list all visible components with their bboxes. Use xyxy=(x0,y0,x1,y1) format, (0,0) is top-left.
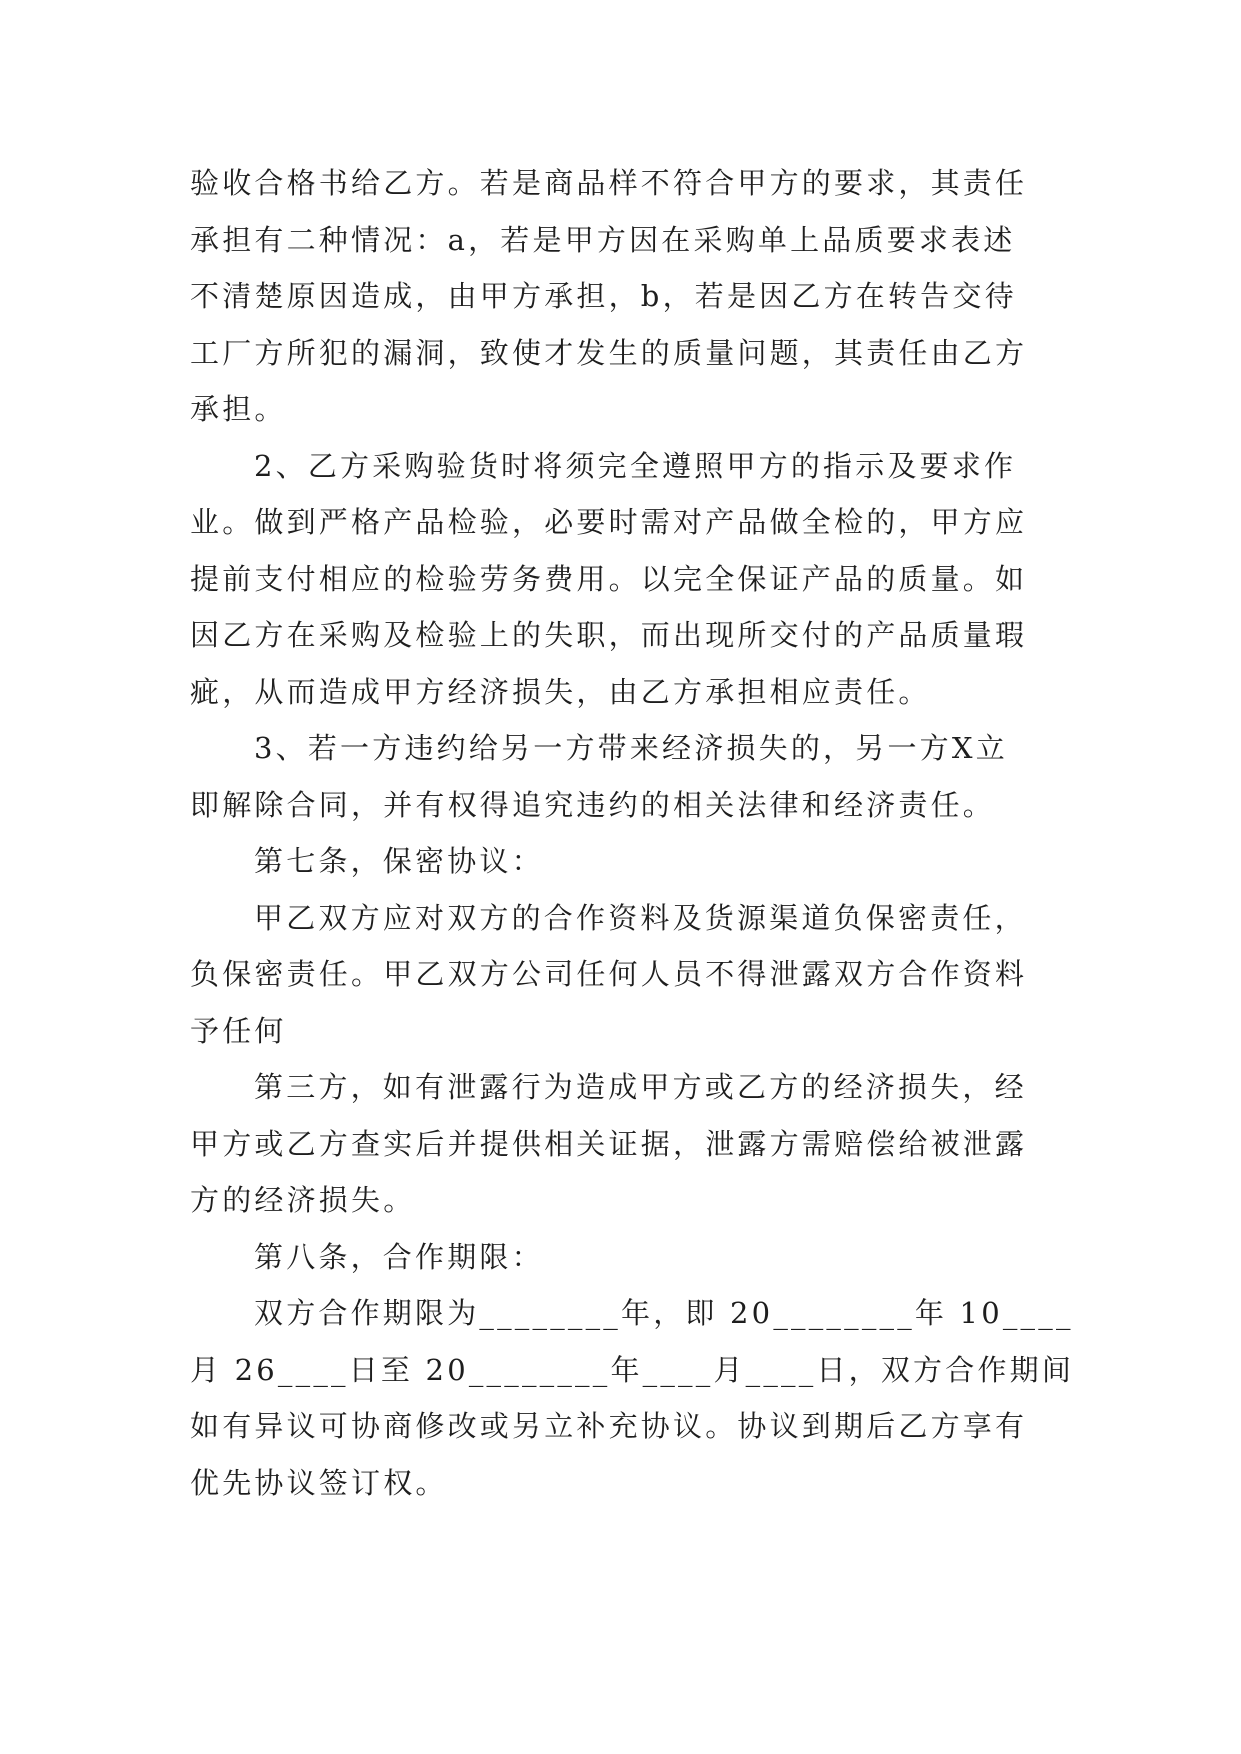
text-line: 验收合格书给乙方。若是商品样不符合甲方的要求，其责任 xyxy=(190,166,1028,200)
text-line: 方的经济损失。 xyxy=(190,1183,416,1217)
text-line: 提前支付相应的检验劳务费用。以完全保证产品的质量。如 xyxy=(190,561,1028,596)
text-line: 甲方或乙方查实后并提供相关证据，泄露方需赔偿给被泄露 xyxy=(190,1126,1028,1161)
text-line: 业。做到严格产品检验，必要时需对产品做全检的，甲方应 xyxy=(190,505,1028,539)
clause-2-line: 2、乙方采购验货时将须完全遵照甲方的指示及要求作 xyxy=(254,448,1017,483)
text-line: 如有异议可协商修改或另立补充协议。协议到期后乙方享有 xyxy=(190,1409,1028,1443)
text-line: 承担有二种情况：a，若是甲方因在采购单上品质要求表述 xyxy=(190,222,1016,257)
text-line: 承担。 xyxy=(190,392,287,426)
text-line: 工厂方所犯的漏洞，致使才发生的质量问题，其责任由乙方 xyxy=(190,335,1028,370)
clause-3-line: 3、若一方违约给另一方带来经济损失的，另一方X立 xyxy=(254,731,1008,765)
article-7-heading: 第七条，保密协议： xyxy=(254,844,544,878)
confidentiality-line: 甲乙双方应对双方的合作资料及货源渠道负保密责任， xyxy=(254,900,1027,935)
article-8-heading: 第八条，合作期限： xyxy=(254,1239,544,1274)
term-fill-in-line: 双方合作期限为________年，即 20________年 10____ xyxy=(254,1296,1074,1330)
contract-body xyxy=(190,155,1075,1511)
third-party-line: 第三方，如有泄露行为造成甲方或乙方的经济损失，经 xyxy=(254,1070,1027,1104)
term-fill-in-line: 月 26____日至 20________年____月____日，双方合作期间 xyxy=(190,1352,1075,1387)
text-line: 疵，从而造成甲方经济损失，由乙方承担相应责任。 xyxy=(190,674,931,709)
text-line: 优先协议签订权。 xyxy=(190,1465,448,1500)
text-line: 因乙方在采购及检验上的失职，而出现所交付的产品质量瑕 xyxy=(190,618,1028,652)
text-line: 予任何 xyxy=(190,1013,287,1048)
text-line: 即解除合同，并有权得追究违约的相关法律和经济责任。 xyxy=(190,787,996,822)
text-line: 负保密责任。甲乙双方公司任何人员不得泄露双方合作资料 xyxy=(190,957,1028,991)
text-line: 不清楚原因造成，由甲方承担，b，若是因乙方在转告交待 xyxy=(190,279,1017,313)
